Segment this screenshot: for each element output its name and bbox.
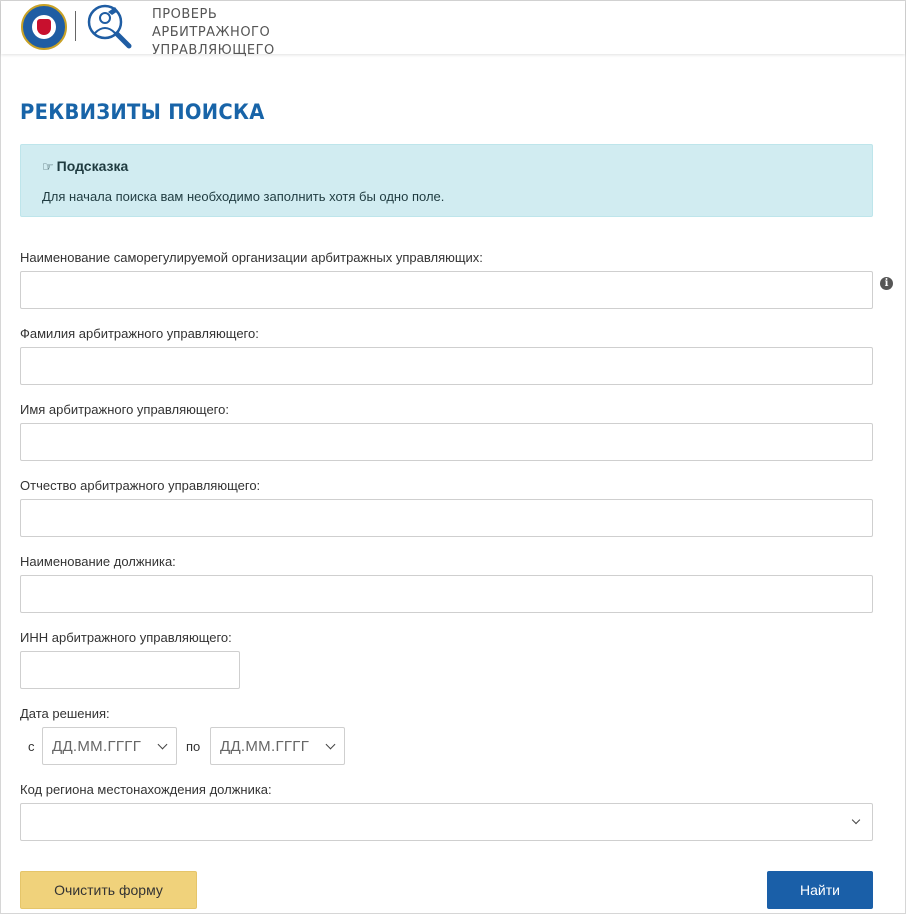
site-header	[1, 1, 905, 58]
info-icon[interactable]: i	[880, 277, 893, 290]
sro-label: Наименование саморегулируемой организации арбитражных управляющих:	[20, 250, 483, 265]
chevron-down-icon	[852, 816, 860, 824]
region-select[interactable]	[20, 803, 873, 841]
date-to-select[interactable]	[210, 727, 345, 765]
emblem-inner	[32, 15, 56, 39]
decision-date-label: Дата решения:	[20, 706, 110, 721]
surname-label: Фамилия арбитражного управляющего:	[20, 326, 259, 341]
date-to-prefix: по	[186, 739, 201, 754]
debtor-input[interactable]	[20, 575, 873, 613]
name-label: Имя арбитражного управляющего:	[20, 402, 229, 417]
fns-emblem-logo[interactable]	[21, 4, 67, 50]
date-from-placeholder: ДД.ММ.ГГГГ	[52, 738, 142, 755]
inspector-magnifier-icon[interactable]	[85, 3, 135, 51]
chevron-down-icon	[158, 740, 168, 750]
hint-box	[20, 144, 873, 217]
debtor-label: Наименование должника:	[20, 554, 176, 569]
app-title-line-1: ПРОВЕРЬ	[152, 7, 218, 22]
region-label: Код региона местонахождения должника:	[20, 782, 272, 797]
date-from-select[interactable]	[42, 727, 177, 765]
surname-input[interactable]	[20, 347, 873, 385]
hint-title: Подсказка	[56, 158, 129, 174]
page-title: РЕКВИЗИТЫ ПОИСКА	[20, 100, 265, 124]
hint-heading	[42, 158, 128, 175]
chevron-down-icon	[326, 740, 336, 750]
sro-input[interactable]	[20, 271, 873, 309]
find-button[interactable]: Найти	[767, 871, 873, 909]
inn-label: ИНН арбитражного управляющего:	[20, 630, 232, 645]
name-input[interactable]	[20, 423, 873, 461]
patronymic-label: Отчество арбитражного управляющего:	[20, 478, 261, 493]
hand-point-icon: ☞	[42, 159, 54, 174]
clear-form-button[interactable]: Очистить форму	[20, 871, 197, 909]
hint-text: Для начала поиска вам необходимо заполнить хотя бы одно поле.	[42, 189, 445, 204]
patronymic-input[interactable]	[20, 499, 873, 537]
date-from-prefix: с	[28, 739, 35, 754]
app-title	[152, 6, 275, 60]
app-title-line-3: УПРАВЛЯЮЩЕГО	[152, 43, 275, 58]
header-divider	[75, 11, 76, 41]
app-title-line-2: АРБИТРАЖНОГО	[152, 25, 271, 40]
inn-input[interactable]	[20, 651, 240, 689]
eagle-icon	[37, 19, 51, 35]
date-to-placeholder: ДД.ММ.ГГГГ	[220, 738, 310, 755]
